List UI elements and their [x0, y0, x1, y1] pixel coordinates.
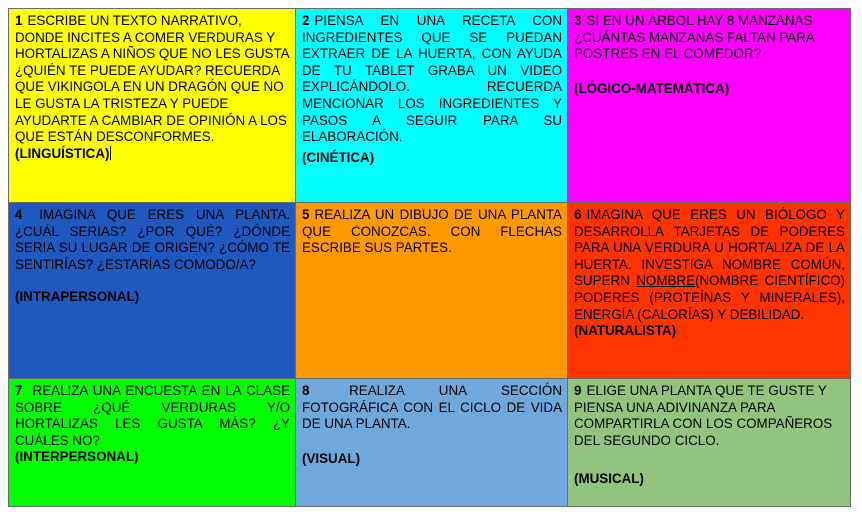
intelligence-tag: (VISUAL) [302, 450, 361, 466]
cell-9-musical[interactable] [568, 379, 851, 507]
table-row [9, 9, 851, 203]
cell-text-underlined: NOMBRE [636, 273, 696, 289]
intelligence-tag: (NATURALISTA) [574, 323, 677, 339]
cell-number: 7 [15, 383, 23, 398]
table-row [9, 203, 851, 379]
cell-2-cinetica[interactable] [296, 9, 568, 203]
cell-text: REALIZA UN DIBUJO DE UNA PLANTA QUE CONOZCAS. CON FLECHAS ESCRIBE SUS PARTES. [302, 207, 562, 256]
activity-grid-table [8, 8, 851, 507]
cell-number: 2 [302, 13, 310, 28]
cell-number: 8 [302, 383, 310, 398]
cell-8-visual[interactable] [296, 379, 568, 507]
cell-text: REALIZA UNA SECCIÓN FOTOGRÁFICA CON EL CICLO DE VIDA DE UNA PLANTA. [302, 383, 562, 432]
cell-1-linguistica[interactable] [9, 9, 296, 203]
cell-4-intrapersonal[interactable] [9, 203, 296, 379]
cell-text-part-a: IMAGINA QUE ERES UN BIÓLOGO Y DESARROLLA TARJETAS DE PODERES PARA UNA VERDURA U HORTALIZA DE LA HUERTA. INVESTIGA NOMBRE COMÚN, SUPERN [574, 207, 845, 289]
cell-6-naturalista[interactable] [568, 203, 851, 379]
cell-number: 6 [574, 207, 582, 222]
cell-text: PIENSA EN UNA RECETA CON INGREDIENTES QUE SE PUEDAN EXTRAER DE LA HUERTA, CON AYUDA DE TU TABLET GRABA UN VIDEO EXPLICÁNDOLO. RECUERDA MENCIONAR LOS INGREDIENTES Y PASOS A SEGUIR PARA SU ELABORACIÓN. [302, 13, 562, 145]
cell-number: 1 [15, 13, 23, 28]
cell-number: 3 [574, 13, 582, 28]
cell-7-interpersonal[interactable] [9, 379, 296, 507]
intelligence-tag: (MUSICAL) [574, 471, 644, 487]
intelligence-tag: (CINÉTICA) [302, 149, 375, 165]
cell-text-part-b: (NOMBRE CIENTÍFICO) PODERES (PROTEÍNAS Y MINERALES), ENERGÍA (CALORÍAS) Y DEBILIDAD. [574, 273, 846, 322]
cell-text: ESCRIBE UN TEXTO NARRATIVO, DONDE INCITES A COMER VERDURAS Y HORTALIZAS A NIÑOS QUE NO LES GUSTA ¿QUIÉN TE PUEDE AYUDAR? RECUERDA QUE VIKINGOLA EN UN DRAGÓN QUE NO LE GUSTA LA TRISTEZA Y PUEDE AYUDARTE A CAMBIAR DE OPINIÓN A LOS QUE ESTÁN DESCONFORMES. [15, 13, 289, 145]
cell-number: 4 [15, 207, 23, 222]
cell-number: 5 [302, 207, 310, 222]
text-cursor [110, 146, 111, 160]
intelligence-tag: (INTERPERSONAL) [15, 449, 139, 465]
cell-text: ELIGE UNA PLANTA QUE TE GUSTE Y PIENSA UNA ADIVINANZA PARA COMPARTIRLA CON LOS COMPAÑEROS DEL SEGUNDO CICLO. [574, 383, 833, 448]
cell-text: REALIZA UNA ENCUESTA EN LA CLASE SOBRE ¿QUÉ VERDURAS Y/O HORTALIZAS LES GUSTA MÁS? ¿Y CUÁLES NO? [15, 383, 290, 448]
cell-5-drawing[interactable] [296, 203, 568, 379]
cell-number: 9 [574, 383, 582, 398]
cell-3-logico-matematica[interactable] [568, 9, 851, 203]
intelligence-tag: (LINGUÍSTICA) [15, 145, 110, 161]
cell-text: SI EN UN ÁRBOL HAY 8 MANZANAS ¿CUÁNTAS MANZANAS FALTAN PARA POSTRES EN EL COMEDOR? [574, 13, 815, 62]
table-row [9, 379, 851, 507]
intelligence-tag: (INTRAPERSONAL) [15, 289, 140, 305]
intelligence-tag: (LÓGICO-MATEMÁTICA) [574, 80, 730, 96]
cell-text: IMAGINA QUE ERES UNA PLANTA. ¿CUÁL SERIAS? ¿POR QUÉ? ¿DÓNDE SERIA SU LUGAR DE ORIGEN? ¿CÓMO TE SENTIRÍAS? ¿ESTARÍAS COMODO/A? [15, 207, 290, 272]
